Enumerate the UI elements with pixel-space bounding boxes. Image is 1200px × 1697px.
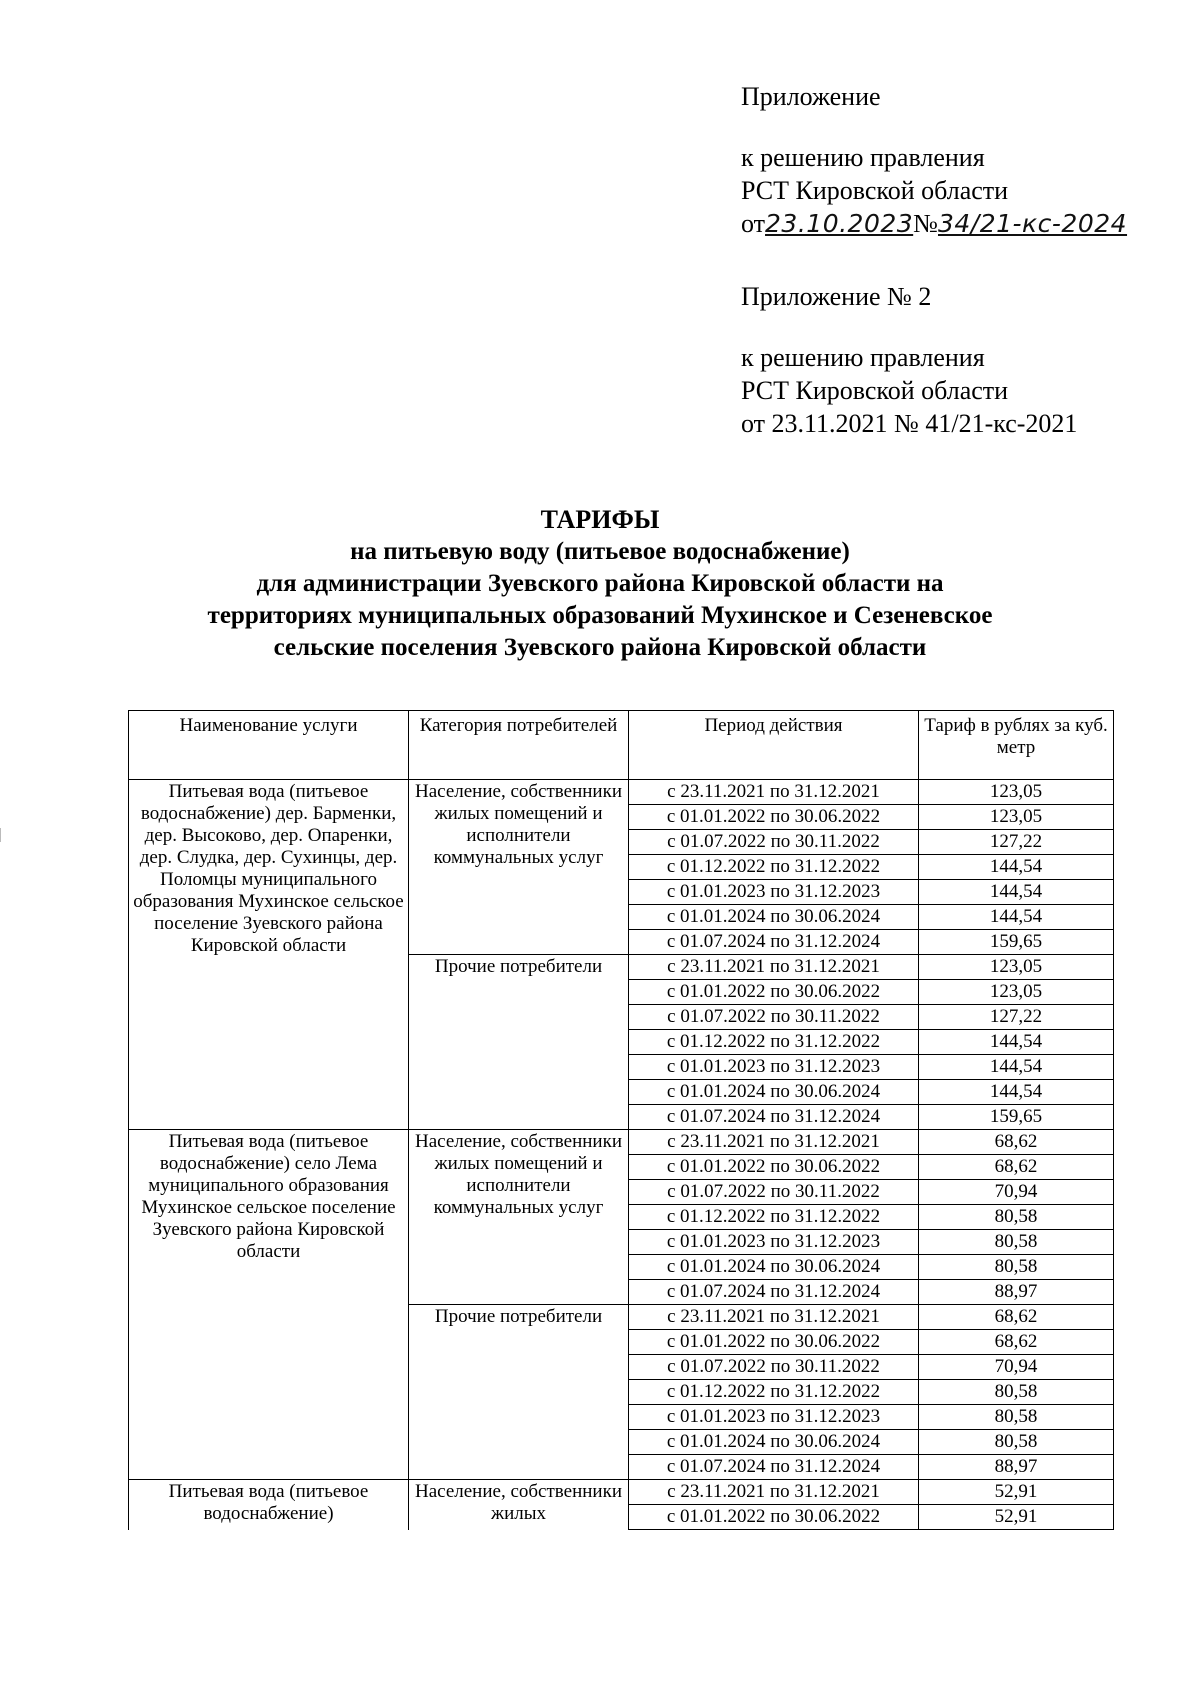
- appendix-2-reference: от 23.11.2021 № 41/21-кс-2021: [741, 409, 1078, 438]
- table-body: [129, 780, 1114, 1530]
- period-cell: с 01.01.2023 по 31.12.2023: [629, 1230, 919, 1255]
- period-cell: с 01.07.2022 по 30.11.2022: [629, 1005, 919, 1030]
- tariff-cell: 127,22: [919, 1005, 1114, 1030]
- tariff-cell: 159,65: [919, 930, 1114, 955]
- table-row: [129, 1480, 1114, 1505]
- period-cell: с 01.01.2024 по 30.06.2024: [629, 1255, 919, 1280]
- period-cell: с 01.07.2024 по 31.12.2024: [629, 1105, 919, 1130]
- period-cell: с 01.12.2022 по 31.12.2022: [629, 855, 919, 880]
- period-cell: с 01.01.2024 по 30.06.2024: [629, 1080, 919, 1105]
- tariff-cell: 80,58: [919, 1205, 1114, 1230]
- tariff-cell: 159,65: [919, 1105, 1114, 1130]
- tariff-cell: 68,62: [919, 1130, 1114, 1155]
- appendix-1-title: Приложение: [741, 82, 881, 111]
- period-cell: с 23.11.2021 по 31.12.2021: [629, 780, 919, 805]
- tariff-cell: 123,05: [919, 780, 1114, 805]
- tariff-cell: 80,58: [919, 1380, 1114, 1405]
- tariff-cell: 144,54: [919, 855, 1114, 880]
- period-cell: с 01.01.2022 по 30.06.2022: [629, 980, 919, 1005]
- period-cell: с 01.01.2023 по 31.12.2023: [629, 1055, 919, 1080]
- document-title: [100, 504, 1100, 664]
- scan-margin-mark: [0, 828, 4, 842]
- period-cell: с 01.07.2024 по 31.12.2024: [629, 1455, 919, 1480]
- period-cell: с 23.11.2021 по 31.12.2021: [629, 1130, 919, 1155]
- title-line-1: на питьевую воду (питьевое водоснабжение): [350, 538, 850, 565]
- category-cell: Население, собственники жилых: [409, 1480, 629, 1530]
- tariff-cell: 144,54: [919, 1055, 1114, 1080]
- tariff-cell: 144,54: [919, 905, 1114, 930]
- period-cell: с 23.11.2021 по 31.12.2021: [629, 955, 919, 980]
- period-cell: с 01.01.2024 по 30.06.2024: [629, 1430, 919, 1455]
- tariff-cell: 123,05: [919, 805, 1114, 830]
- tariff-cell: 80,58: [919, 1255, 1114, 1280]
- title-line-3: территориях муниципальных образований Мухинское и Сезеневское: [207, 602, 993, 629]
- appendix-1-from: от: [741, 209, 766, 238]
- handwritten-number: 34/21-кс-2024: [937, 209, 1128, 238]
- tariff-cell: 123,05: [919, 955, 1114, 980]
- header-service: Наименование услуги: [129, 711, 409, 780]
- tariff-cell: 88,97: [919, 1280, 1114, 1305]
- period-cell: с 23.11.2021 по 31.12.2021: [629, 1305, 919, 1330]
- tariff-cell: 144,54: [919, 1030, 1114, 1055]
- number-sign: №: [913, 209, 938, 238]
- tariff-cell: 68,62: [919, 1305, 1114, 1330]
- period-cell: с 01.07.2024 по 31.12.2024: [629, 1280, 919, 1305]
- period-cell: с 01.07.2024 по 31.12.2024: [629, 930, 919, 955]
- appendix-2-to-decision: к решению правления: [741, 343, 985, 372]
- period-cell: с 01.12.2022 по 31.12.2022: [629, 1030, 919, 1055]
- table-row: [129, 1130, 1114, 1155]
- header-tariff: Тариф в рублях за куб. метр: [919, 711, 1114, 780]
- period-cell: с 01.07.2022 по 30.11.2022: [629, 830, 919, 855]
- category-cell: Население, собственники жилых помещений и исполнители коммунальных услуг: [409, 780, 629, 955]
- period-cell: с 01.12.2022 по 31.12.2022: [629, 1205, 919, 1230]
- tariff-cell: 144,54: [919, 1080, 1114, 1105]
- tariff-cell: 80,58: [919, 1430, 1114, 1455]
- tariff-cell: 88,97: [919, 1455, 1114, 1480]
- category-cell: Население, собственники жилых помещений и исполнители коммунальных услуг: [409, 1130, 629, 1305]
- service-name-cell: Питьевая вода (питьевое водоснабжение) дер. Барменки, дер. Высоково, дер. Опаренки, дер. Слудка, дер. Сухинцы, дер. Поломцы муниципального образования Мухинское сельское поселение Зуевского района Кировской области: [129, 780, 409, 1130]
- tariff-cell: 80,58: [919, 1405, 1114, 1430]
- title-line-4: сельские поселения Зуевского района Кировской области: [273, 634, 927, 661]
- service-name-cell: Питьевая вода (питьевое водоснабжение): [129, 1480, 409, 1530]
- period-cell: с 01.12.2022 по 31.12.2022: [629, 1380, 919, 1405]
- tariff-cell: 52,91: [919, 1480, 1114, 1505]
- period-cell: с 01.01.2022 по 30.06.2022: [629, 1505, 919, 1530]
- appendix-1-block: [741, 80, 1127, 240]
- period-cell: с 01.01.2024 по 30.06.2024: [629, 905, 919, 930]
- tariff-cell: 52,91: [919, 1505, 1114, 1530]
- tariff-cell: 70,94: [919, 1355, 1114, 1380]
- period-cell: с 01.01.2023 по 31.12.2023: [629, 1405, 919, 1430]
- tariff-cell: 127,22: [919, 830, 1114, 855]
- tariff-cell: 68,62: [919, 1330, 1114, 1355]
- tariff-cell: 144,54: [919, 880, 1114, 905]
- appendix-1-org: РСТ Кировской области: [741, 176, 1009, 205]
- appendix-2-org: РСТ Кировской области: [741, 376, 1009, 405]
- header-period: Период действия: [629, 711, 919, 780]
- tariff-cell: 123,05: [919, 980, 1114, 1005]
- header-category: Категория потребителей: [409, 711, 629, 780]
- handwritten-date: 23.10.2023: [765, 209, 914, 238]
- period-cell: с 01.01.2022 по 30.06.2022: [629, 1330, 919, 1355]
- period-cell: с 01.07.2022 по 30.11.2022: [629, 1180, 919, 1205]
- appendix-2-block: [741, 280, 1077, 440]
- title-main: ТАРИФЫ: [540, 505, 660, 534]
- period-cell: с 01.01.2023 по 31.12.2023: [629, 880, 919, 905]
- period-cell: с 01.07.2022 по 30.11.2022: [629, 1355, 919, 1380]
- table-row: [129, 780, 1114, 805]
- appendix-2-title: Приложение № 2: [741, 282, 932, 311]
- tariff-cell: 68,62: [919, 1155, 1114, 1180]
- title-line-2: для администрации Зуевского района Кировской области на: [256, 570, 944, 597]
- period-cell: с 01.01.2022 по 30.06.2022: [629, 1155, 919, 1180]
- tariff-table: [128, 710, 1114, 1530]
- tariff-cell: 80,58: [919, 1230, 1114, 1255]
- period-cell: с 01.01.2022 по 30.06.2022: [629, 805, 919, 830]
- category-cell: Прочие потребители: [409, 1305, 629, 1480]
- tariff-cell: 70,94: [919, 1180, 1114, 1205]
- service-name-cell: Питьевая вода (питьевое водоснабжение) село Лема муниципального образования Мухинское сельское поселение Зуевского района Кировской области: [129, 1130, 409, 1480]
- category-cell: Прочие потребители: [409, 955, 629, 1130]
- period-cell: с 23.11.2021 по 31.12.2021: [629, 1480, 919, 1505]
- appendix-1-reference: [741, 207, 1127, 240]
- table-header-row: [129, 711, 1114, 780]
- appendix-1-to-decision: к решению правления: [741, 143, 985, 172]
